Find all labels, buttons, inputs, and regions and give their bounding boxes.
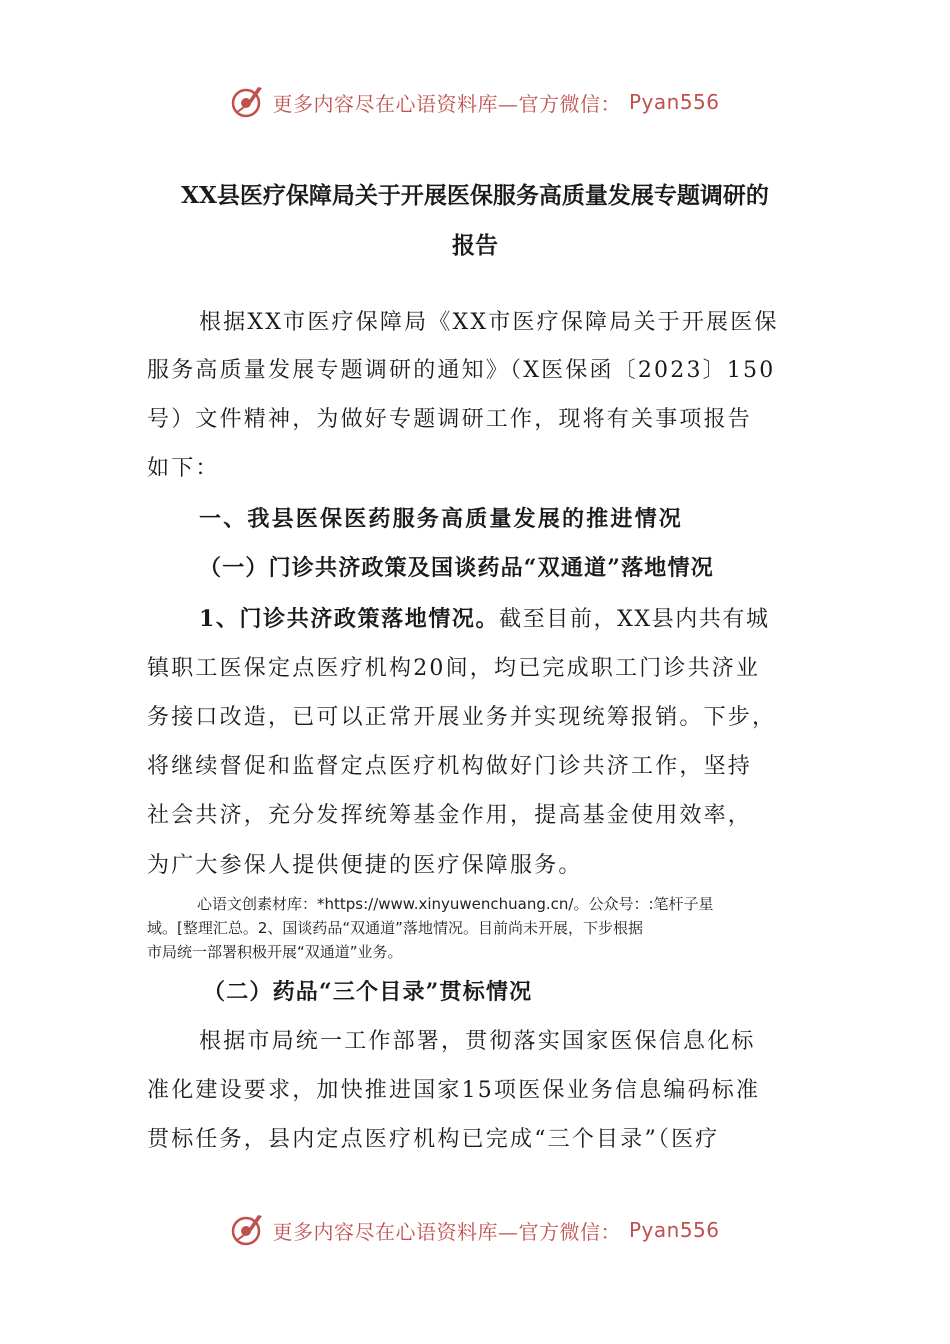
header-watermark-banner xyxy=(0,82,950,122)
banner-text: 更多内容尽在心语资料库—官方微信： xyxy=(272,1219,621,1244)
note-line-1: 心语文创素材库：*https://www.xinyuwenchuang.cn/。公众号：:笔杆子星 xyxy=(197,895,714,913)
item-1-line-2: 镇职工医保定点医疗机构20间，均已完成职工门诊共济业 xyxy=(147,656,761,681)
note-line-3: 市局统一部署积极开展“双通道”业务。 xyxy=(147,943,403,961)
banner-text: 更多内容尽在心语资料库—官方微信： xyxy=(272,91,621,116)
quill-logo-icon xyxy=(230,1213,264,1247)
subsection-2-heading: （二）药品“三个目录”贯标情况 xyxy=(203,979,533,1005)
item-1-first-line-rest: 截至目前，XX县内共有城 xyxy=(499,607,770,632)
intro-line-2: 服务高质量发展专题调研的通知》（X医保函〔2023〕150 xyxy=(147,358,776,383)
intro-line-1: 根据XX市医疗保障局《XX市医疗保障局关于开展医保 xyxy=(199,310,779,335)
item-1-line-6: 为广大参保人提供便捷的医疗保障服务。 xyxy=(147,853,583,878)
note-line-2: 域。[整理汇总。2、国谈药品“双通道”落地情况。目前尚未开展，下步根据 xyxy=(147,919,643,937)
item-1-line-5: 社会共济，充分发挥统筹基金作用，提高基金使用效率， xyxy=(147,803,753,828)
subsection-1-heading: （一）门诊共济政策及国谈药品“双通道”落地情况 xyxy=(199,555,714,581)
para-2-line-3: 贯标任务，县内定点医疗机构已完成“三个目录”（医疗 xyxy=(147,1127,720,1152)
quill-logo-icon xyxy=(230,85,264,119)
section-1-heading: 一、我县医保医药服务高质量发展的推进情况 xyxy=(199,506,684,532)
item-1-first-line xyxy=(147,604,807,635)
para-2-line-1: 根据市局统一工作部署，贯彻落实国家医保信息化标 xyxy=(199,1029,756,1054)
footer-watermark-banner xyxy=(0,1210,950,1250)
banner-wechat-id: Pyan556 xyxy=(628,90,720,114)
intro-line-4: 如下： xyxy=(147,456,220,481)
intro-line-3: 号）文件精神，为做好专题调研工作，现将有关事项报告 xyxy=(147,407,753,432)
para-2-line-2: 准化建设要求，加快推进国家15项医保业务信息编码标准 xyxy=(147,1078,761,1103)
item-1-lead: 1、门诊共济政策落地情况。 xyxy=(199,606,500,632)
document-title-line-2: 报告 xyxy=(452,232,498,259)
document-title-line-1: XX县医疗保障局关于开展医保服务高质量发展专题调研的 xyxy=(181,182,769,209)
item-1-line-4: 将继续督促和监督定点医疗机构做好门诊共济工作，坚持 xyxy=(147,754,753,779)
item-1-line-3: 务接口改造，已可以正常开展业务并实现统筹报销。下步， xyxy=(147,705,777,730)
banner-wechat-id: Pyan556 xyxy=(628,1218,720,1242)
